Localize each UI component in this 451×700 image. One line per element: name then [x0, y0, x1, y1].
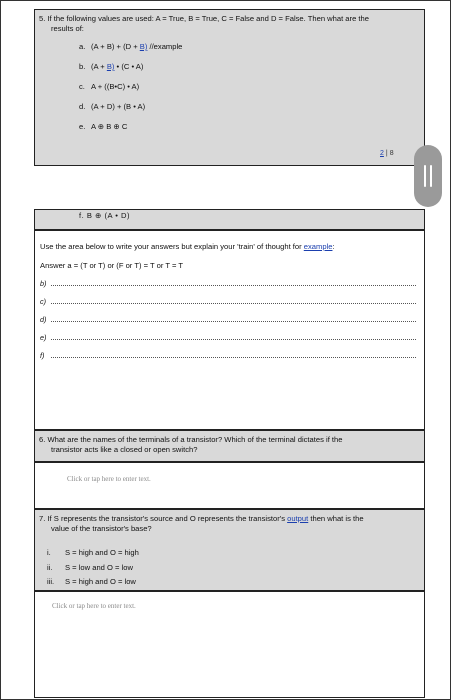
option-letter: b.	[79, 62, 86, 71]
question-7-text	[39, 514, 417, 534]
question-7-placeholder[interactable]: Click or tap here to enter text.	[52, 602, 136, 610]
answer-instruction	[40, 242, 335, 251]
question-7-text-end: then what is the	[308, 514, 364, 523]
total-pages: 8	[389, 150, 394, 157]
option-letter: a.	[79, 42, 86, 51]
dotted-answer-line	[51, 321, 416, 322]
option-d	[79, 102, 145, 111]
option-letter: c.	[79, 82, 85, 91]
example-answer: Answer a = (T or T) or (F or T) = T or T = T	[40, 261, 183, 270]
dotted-answer-line	[51, 357, 416, 358]
option-text: (A + D) + (B • A)	[91, 102, 146, 111]
option-text: A ⊕ B ⊕ C	[91, 122, 128, 131]
dotted-answer-line	[51, 285, 416, 286]
item-numeral: ii.	[47, 563, 53, 572]
option-f: f. B ⊕ (A • D)	[79, 211, 131, 220]
option-letter: e.	[79, 122, 86, 131]
page-indicator[interactable]	[380, 150, 394, 157]
answer-area[interactable]	[34, 230, 425, 430]
option-comment: //example	[147, 42, 183, 51]
answer-row-label: d)	[40, 315, 47, 324]
dotted-answer-line	[51, 303, 416, 304]
question-7-line-2: value of the transistor's base?	[51, 524, 152, 533]
instruction-text: Use the area below to write your answers but explain your 'train' of thought for	[40, 242, 304, 251]
question-7-line-1	[39, 514, 417, 524]
answer-row-c[interactable]	[40, 297, 416, 306]
answer-row-label: f)	[40, 351, 45, 360]
question-5-text	[39, 14, 419, 34]
instruction-tail: :	[332, 242, 335, 251]
page-separator: |	[385, 150, 388, 157]
item-numeral: iii.	[47, 577, 55, 586]
option-b	[79, 62, 143, 71]
item-text: S = low and O = low	[65, 563, 133, 572]
option-letter: d.	[79, 102, 86, 111]
question-7-item-i	[47, 548, 139, 557]
option-text: (A + B) + (D +	[91, 42, 140, 51]
question-6-line-2: transistor acts like a closed or open switch?	[51, 445, 198, 454]
option-a	[79, 42, 182, 51]
question-7-answer-field[interactable]	[34, 591, 425, 698]
option-link[interactable]: B)	[139, 42, 148, 51]
question-6-text	[39, 435, 417, 455]
instruction-link[interactable]: example	[303, 242, 333, 251]
question-7-item-iii	[47, 577, 136, 586]
answer-row-label: e)	[40, 333, 47, 342]
question-6-box	[34, 430, 425, 462]
item-numeral: i.	[47, 548, 51, 557]
item-text: S = high and O = low	[65, 577, 136, 586]
item-text: S = high and O = high	[65, 548, 139, 557]
answer-row-label: b)	[40, 279, 47, 288]
grip-line-icon	[430, 165, 432, 187]
question-7-text-start: 7. If S represents the transistor's source and O represents the transistor's	[39, 514, 288, 523]
question-7-link[interactable]: output	[287, 514, 309, 523]
question-6-line-1: 6. What are the names of the terminals of a transistor? Which of the terminal dictates if the	[39, 435, 343, 444]
option-f-box	[34, 209, 425, 230]
question-6-placeholder[interactable]: Click or tap here to enter text.	[67, 475, 151, 483]
question-5-line-1: 5. If the following values are used: A = True, B = True, C = False and D = False. Then what are the	[39, 14, 369, 23]
answer-row-d[interactable]	[40, 315, 416, 324]
option-text: A + ((B•C) • A)	[91, 82, 140, 91]
scroll-handle[interactable]	[414, 145, 442, 207]
question-5-line-2: results of:	[51, 24, 84, 33]
question-5-box	[34, 9, 425, 166]
option-text: (A +	[91, 62, 107, 71]
question-7-item-ii	[47, 563, 133, 572]
dotted-answer-line	[51, 339, 416, 340]
option-c	[79, 82, 139, 91]
answer-row-f[interactable]	[40, 351, 416, 360]
answer-row-b[interactable]	[40, 279, 416, 288]
option-link[interactable]: B)	[106, 62, 115, 71]
answer-row-label: c)	[40, 297, 46, 306]
question-6-answer-field[interactable]	[34, 462, 425, 509]
answer-row-e[interactable]	[40, 333, 416, 342]
option-e	[79, 122, 127, 131]
question-7-box	[34, 509, 425, 591]
current-page: 2	[380, 150, 384, 157]
grip-line-icon	[424, 165, 426, 187]
option-text-tail: • (C • A)	[114, 62, 144, 71]
